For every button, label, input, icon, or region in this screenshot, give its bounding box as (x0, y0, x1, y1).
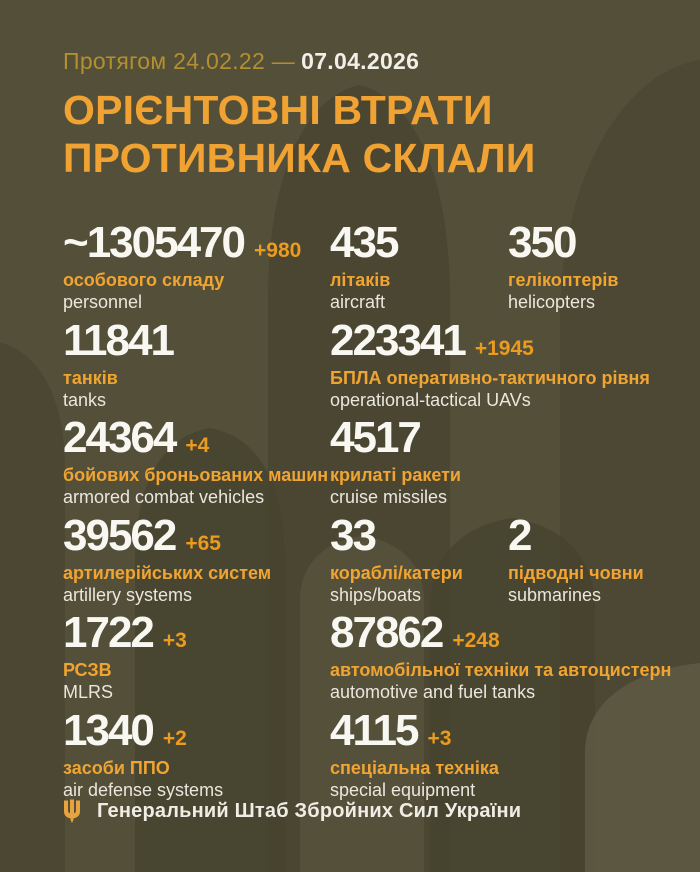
stat-label-uk: крилаті ракети (330, 465, 462, 485)
page-title-line2: ПРОТИВНИКА СКЛАЛИ (63, 135, 536, 181)
stat-delta: +1945 (474, 336, 534, 360)
stat-aircraft (330, 218, 508, 320)
stat-mlrs (63, 608, 330, 710)
stat-submarines (508, 510, 688, 613)
stat-personnel (63, 218, 330, 320)
stat-label-uk: автомобільної техніки та автоцистерн (330, 660, 672, 680)
stat-armored-vehicles (63, 413, 330, 515)
period-prefix: Протягом 24.02.22 — (63, 48, 296, 74)
stat-tanks (63, 315, 330, 418)
stat-label-en: ships/boats (330, 584, 422, 605)
stat-label-uk: підводні човни (508, 562, 644, 583)
stat-label-en: submarines (508, 584, 602, 605)
stat-label-en: tanks (63, 389, 107, 410)
stat-label-uk: БПЛА оперативно-тактичного рівня (330, 367, 650, 388)
stat-value: 1722 (63, 608, 153, 657)
stat-air-defense (63, 705, 330, 808)
stat-label-uk: особового складу (63, 270, 225, 290)
stat-delta: +4 (185, 434, 210, 457)
stat-special-equipment (330, 705, 688, 808)
stat-label-uk: спеціальна техніка (330, 757, 499, 778)
page-title (63, 86, 536, 182)
stat-value: ~1305470 (63, 218, 244, 267)
stat-value: 4115 (330, 705, 418, 755)
stat-value: 223341 (330, 315, 465, 365)
stat-automotive (330, 608, 688, 710)
stat-label-en: cruise missiles (330, 487, 448, 507)
stat-delta: +980 (254, 239, 302, 262)
stat-label-en: MLRS (63, 682, 114, 702)
stat-value: 39562 (63, 510, 176, 560)
stat-label-en: helicopters (508, 292, 596, 312)
stat-value: 1340 (63, 705, 153, 755)
stat-value: 33 (330, 510, 375, 560)
stat-label-uk: танків (63, 367, 118, 388)
tryzub-icon (63, 799, 81, 824)
stat-label-en: personnel (63, 292, 143, 312)
stat-label-uk: гелікоптерів (508, 270, 619, 290)
period-line (63, 48, 419, 75)
stat-cruise-missiles (330, 413, 688, 515)
stat-value: 87862 (330, 608, 443, 657)
stats-grid (63, 218, 688, 807)
stat-value: 4517 (330, 413, 420, 462)
stat-value: 435 (330, 218, 398, 267)
stat-label-en: automotive and fuel tanks (330, 682, 536, 702)
stat-helicopters (508, 218, 688, 320)
period-date: 07.04.2026 (301, 48, 420, 74)
page-title-line1: ОРІЄНТОВНІ ВТРАТИ (63, 87, 493, 133)
footer (63, 799, 521, 824)
stat-value: 24364 (63, 413, 176, 462)
stat-delta: +248 (452, 629, 500, 652)
stat-label-en: special equipment (330, 779, 476, 800)
stat-label-uk: засоби ППО (63, 757, 170, 778)
stat-label-uk: РСЗВ (63, 660, 112, 680)
stat-label-en: operational-tactical UAVs (330, 389, 531, 410)
stat-uavs (330, 315, 688, 418)
stat-delta: +3 (162, 629, 187, 652)
stat-label-uk: артилерійських систем (63, 562, 272, 583)
stat-label-uk: бойових броньованих машин (63, 465, 329, 485)
stat-value: 11841 (63, 315, 173, 365)
stat-artillery (63, 510, 330, 613)
stat-label-en: aircraft (330, 292, 386, 312)
footer-org-name: Генеральний Штаб Збройних Сил України (97, 800, 522, 822)
stat-value: 2 (508, 510, 531, 560)
stat-label-uk: кораблі/катери (330, 562, 463, 583)
stat-delta: +3 (427, 726, 452, 750)
stat-delta: +2 (162, 726, 187, 750)
stat-value: 350 (508, 218, 576, 267)
stat-delta: +65 (185, 531, 221, 555)
stat-ships (330, 510, 508, 613)
stat-label-uk: літаків (330, 270, 391, 290)
stat-label-en: armored combat vehicles (63, 487, 265, 507)
stat-label-en: artillery systems (63, 584, 193, 605)
stat-label-en: air defense systems (63, 779, 224, 800)
